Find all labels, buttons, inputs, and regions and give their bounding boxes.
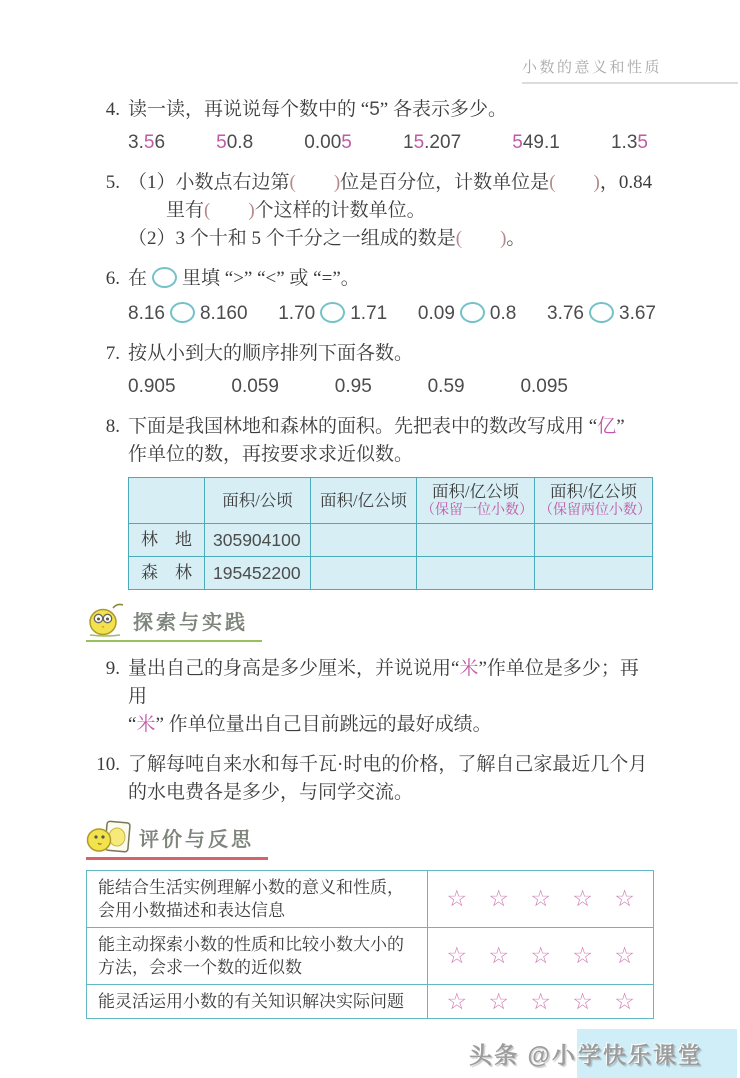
q8-col4-title: 面积/亿公顷 [549,482,638,501]
q6-p2-left: 0.09 [417,303,455,324]
q5-l1-c: ，0.84 [599,172,653,193]
q4-number-item [216,129,253,157]
q4-number-list [128,129,648,157]
q9-l1-a: 量出自己的身高是多少厘米，并说说用“ [128,658,460,679]
q4-highlight-5: 5 [369,99,380,120]
q7-text: 按从小到大的顺序排列下面各数。 [128,343,414,364]
q6-text-b: 里填 “>” “<” 或 “=”。 [182,268,360,289]
q9-l2-a: “ [128,714,137,735]
q8-col3-subtitle: （保留一位小数） [421,503,533,518]
answer-circle-icon [152,267,177,288]
q9-l1-b: ”作单位是多少；再用 [128,658,639,707]
q6-p1-right: 1.71 [350,303,388,324]
area-value: 305904100 [205,524,311,557]
q5-blank-2: ( ) [549,172,600,193]
q5-l2-a: 里有 [166,200,205,221]
q8-l1-a: 下面是我国林地和森林的面积。先把表中的数改写成用 “ [128,416,598,437]
q4-n3-post: .207 [424,132,462,153]
question-4-number: 4. [105,99,120,120]
q9-highlight-mi-1: 米 [459,658,479,679]
question-6-number: 6. [105,268,120,289]
header-rule [522,56,738,84]
q4-text-b: ” 各表示多少。 [379,99,507,120]
q8-l1-b: ” [616,416,625,437]
area-table-corner-cell [129,478,205,524]
question-9-body [128,655,654,739]
question-5 [86,169,654,253]
q4-n5-highlight: 5 [637,132,648,153]
question-6-body [128,265,656,328]
q7-number-item: 0.905 [128,376,176,397]
question-6 [86,265,654,328]
answer-circle-icon [320,302,345,323]
watermark [0,1029,740,1078]
section-explore-title: 探索与实践 [133,611,248,634]
q10-line-2: 的水电费各是多少，与同学交流。 [128,782,414,803]
star-rating: ☆ ☆ ☆ ☆ ☆ [428,871,654,928]
q7-number-item: 0.095 [520,376,568,397]
chick-glasses-icon [86,602,126,638]
watermark-text-highlighted: 学快乐课堂 [577,1029,737,1078]
q5-l3-b: 。 [506,228,526,249]
q8-line-2: 作单位的数，再按要求求近似数。 [128,444,414,465]
q8-col3-title: 面积/亿公顷 [431,482,520,501]
q7-number-list [128,373,568,401]
empty-answer-cell [417,524,535,557]
question-4 [86,96,654,157]
question-8 [86,413,654,590]
q4-n0-highlight: 5 [143,132,155,153]
star-rating: ☆ ☆ ☆ ☆ ☆ [428,928,654,985]
q7-number-item: 0.95 [334,376,372,397]
q4-number-item [403,129,461,157]
answer-circle-icon [170,302,195,323]
q4-n1-post: 0.8 [226,132,254,153]
chick-mirror-icon [86,819,132,855]
empty-answer-cell [535,524,653,557]
q6-p3-left: 3.76 [547,303,584,324]
page-content [0,96,740,1019]
q6-p3-right: 3.67 [619,303,656,324]
q5-blank-3: ( ) [204,200,255,221]
evaluation-row [87,928,654,985]
q4-n4-highlight: 5 [512,132,523,153]
question-7-number: 7. [105,343,120,364]
comparison-pair [547,300,656,328]
watermark-text-left: 头条 @小 [469,1042,577,1068]
q8-line-1 [128,413,654,441]
question-5-body [128,169,654,253]
question-4-body [128,96,654,157]
area-table-header-cell [417,478,535,524]
q4-number-item [304,129,352,157]
q4-n4-post: 49.1 [522,132,560,153]
section-explore-header [86,602,654,643]
q5-blank-1: ( ) [289,172,341,193]
area-value: 195452200 [205,557,311,590]
question-8-body [128,413,654,590]
q9-l2-b: ” 作单位量出自己目前跳远的最好成绩。 [155,714,492,735]
area-table [128,477,653,590]
area-table-row [129,557,653,590]
q6-text [128,265,656,293]
q4-number-item [128,129,165,157]
q5-l3-a: （2）3 个十和 5 个千分之一组成的数是 [128,228,456,249]
page-header [0,0,740,84]
q4-text-a: 读一读，再说说每个数中的 “ [128,99,370,120]
question-10-number: 10. [96,754,120,775]
evaluation-criterion: 能结合生活实例理解小数的意义和性质，会用小数描述和表达信息 [87,871,428,928]
q4-n1-highlight: 5 [216,132,227,153]
q5-blank-4: ( ) [455,228,507,249]
question-9 [86,655,654,739]
question-7-body [128,340,654,401]
question-8-number: 8. [105,416,120,437]
q4-n0-pre: 3. [128,132,144,153]
question-4-text [128,96,654,124]
evaluation-row [87,985,654,1019]
q6-p0-right: 8.160 [199,303,248,324]
q4-n3-highlight: 5 [413,132,425,153]
q9-line-1 [128,655,654,711]
q9-line-2 [128,711,654,739]
q6-p0-left: 8.16 [128,303,165,324]
empty-answer-cell [535,557,653,590]
row-label: 森 林 [129,557,205,590]
q4-n2-pre: 0.00 [304,132,342,153]
q6-p1-left: 1.70 [278,303,316,324]
q4-n0-post: 6 [154,132,166,153]
q9-highlight-mi-2: 米 [136,714,156,735]
comparison-pair [278,300,387,328]
empty-answer-cell [311,524,417,557]
empty-answer-cell [311,557,417,590]
q6-text-a: 在 [128,268,148,289]
question-5-number: 5. [105,172,120,193]
area-table-header-cell: 面积/公顷 [205,478,311,524]
question-9-number: 9. [105,658,120,679]
q6-comparison-list [128,300,656,328]
q4-n3-pre: 1 [403,132,414,153]
q10-line-1: 了解每吨自来水和每千瓦·时电的价格，了解自己家最近几个月 [128,754,648,775]
q7-number-item: 0.059 [231,376,279,397]
q5-l1-a: （1）小数点右边第 [128,172,290,193]
answer-circle-icon [460,302,485,323]
comparison-pair [418,300,516,328]
question-10-body [128,751,654,807]
q5-line-3 [128,225,654,253]
q6-p2-right: 0.8 [489,303,517,324]
q5-line-2 [128,197,654,225]
q5-l1-b: 位是百分位，计数单位是 [340,172,550,193]
section-reflect-header [86,819,654,860]
section-reflect-title: 评价与反思 [139,828,254,851]
q8-highlight-yi: 亿 [597,416,617,437]
q8-col4-subtitle: （保留两位小数） [539,503,651,518]
q4-n5-pre: 1.3 [610,132,638,153]
question-7 [86,340,654,401]
area-table-header-row [129,478,653,524]
evaluation-criterion: 能主动探索小数的性质和比较小数大小的方法，会求一个数的近似数 [87,928,428,985]
answer-circle-icon [589,302,614,323]
comparison-pair [128,300,248,328]
question-10 [86,751,654,807]
q7-number-item: 0.59 [427,376,465,397]
star-rating: ☆ ☆ ☆ ☆ ☆ [428,985,654,1019]
chapter-title: 小数的意义和性质 [522,60,663,76]
area-table-row [129,524,653,557]
area-table-header-cell [535,478,653,524]
q5-line-1 [128,169,654,197]
q4-number-item [512,129,560,157]
section-explore-inner [86,602,262,642]
empty-answer-cell [417,557,535,590]
q4-n2-highlight: 5 [341,132,352,153]
section-reflect-inner [86,819,268,860]
evaluation-table [86,870,654,1019]
area-table-header-cell: 面积/亿公顷 [311,478,417,524]
row-label: 林 地 [129,524,205,557]
evaluation-row [87,871,654,928]
q5-l2-b: 个这样的计数单位。 [254,200,426,221]
evaluation-criterion: 能灵活运用小数的有关知识解决实际问题 [87,985,428,1019]
q4-number-item [611,129,648,157]
